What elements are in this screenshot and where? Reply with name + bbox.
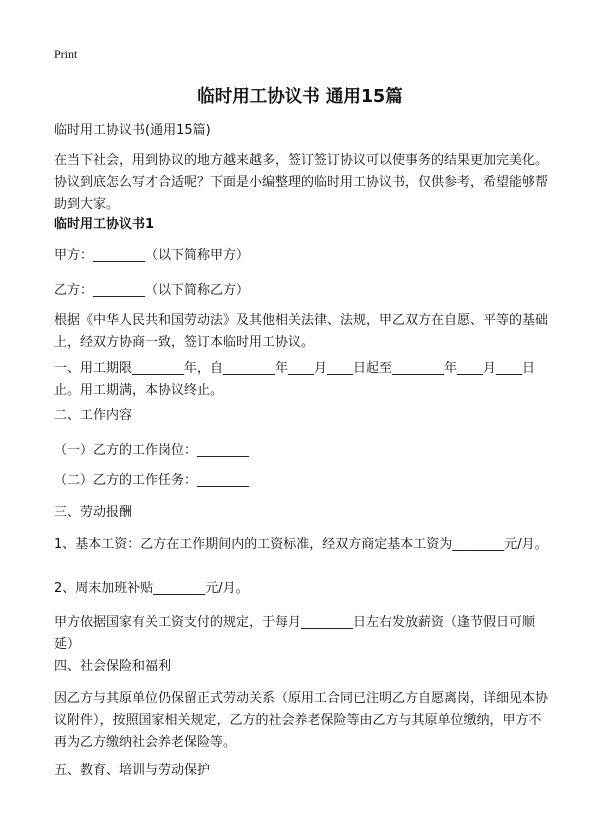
- document-title: 临时用工协议书 通用15篇: [197, 87, 403, 107]
- payday-paragraph: 甲方依据国家有关工资支付的规定，于每月________日左右发放薪资（逢节假日可顺延）: [54, 615, 536, 652]
- print-link[interactable]: Print: [54, 47, 78, 61]
- document-subtitle: 临时用工协议书(通用15篇): [54, 123, 211, 138]
- section-heading: 临时用工协议书1: [54, 217, 155, 232]
- party-b-line: 乙方：________（以下简称乙方）: [54, 283, 250, 298]
- work-content-heading: 二、工作内容: [54, 408, 133, 423]
- insurance-heading: 四、社会保险和福利: [54, 659, 172, 674]
- training-heading: 五、教育、培训与劳动保护: [54, 763, 211, 778]
- base-salary-paragraph: 1、基本工资：乙方在工作期间内的工资标准，经双方商定基本工资为________元/月。: [54, 537, 548, 552]
- party-a-line: 甲方：________（以下简称甲方）: [54, 248, 250, 263]
- weekend-bonus-line: 2、周末加班补贴________元/月。: [54, 581, 249, 596]
- intro-paragraph: 在当下社会，用到协议的地方越来越多，签订签订协议可以使事务的结果更加完美化。协议到底怎么写才合适呢？下面是小编整理的临时用工协议书，仅供参考，希望能够帮助到大家。: [54, 153, 549, 212]
- pay-heading: 三、劳动报酬: [54, 505, 133, 520]
- work-task-line: （二）乙方的工作任务：________: [54, 473, 250, 488]
- legal-basis-paragraph: 根据《中华人民共和国劳动法》及其他相关法律、法规，甲乙双方在自愿、平等的基础上，经双方协商一致，签订本临时用工协议。: [54, 313, 549, 350]
- term-paragraph: 一、用工期限________年，自________年____月____日起至________年____月____日止。用工期满，本协议终止。: [54, 361, 536, 398]
- work-position-line: （一）乙方的工作岗位：________: [54, 443, 250, 458]
- insurance-paragraph: 因乙方与其原单位仍保留正式劳动关系（原用工合同已注明乙方自愿离岗，详细见本协议附件），按照国家相关规定，乙方的社会养老保险等由乙方与其原单位缴纳，甲方不再为乙方缴纳社会养老保险等。: [54, 691, 549, 750]
